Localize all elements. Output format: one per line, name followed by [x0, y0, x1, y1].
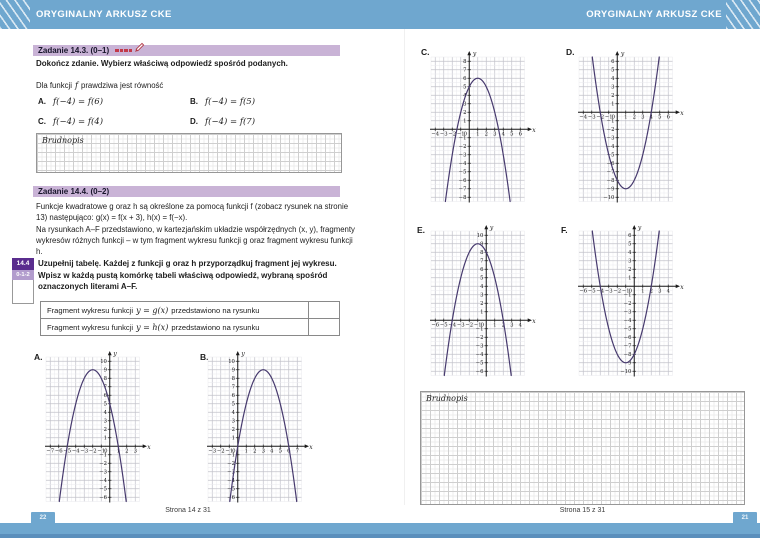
option-d-formula: f(−4) = f(7) [205, 117, 256, 127]
svg-text:6: 6 [103, 393, 107, 400]
graph-e-label: E. [417, 225, 426, 235]
svg-text:1: 1 [493, 322, 497, 329]
svg-text:−2: −2 [448, 131, 457, 138]
svg-text:−4: −4 [458, 161, 467, 168]
svg-text:−3: −3 [227, 469, 235, 476]
stem-post: prawdziwa jest równość [81, 81, 164, 90]
svg-text:5: 5 [103, 401, 107, 408]
graph-a-label: A. [34, 352, 43, 362]
graph-c-label: C. [421, 47, 430, 57]
task-marker-points: 0-1-2 [12, 270, 34, 280]
svg-text:−1: −1 [604, 114, 613, 121]
svg-text:−6: −6 [458, 178, 467, 185]
answer-cell-g[interactable] [308, 301, 340, 319]
svg-text:−3: −3 [456, 322, 465, 329]
task-marker [12, 258, 34, 304]
task-marker-code: 14.4 [12, 258, 34, 270]
page-tab-left: 22 [31, 512, 55, 524]
svg-text:−8: −8 [458, 195, 467, 202]
svg-text:3: 3 [261, 448, 265, 455]
svg-text:6: 6 [463, 76, 467, 83]
svg-text:−5: −5 [475, 360, 484, 367]
svg-text:−2: −2 [465, 322, 474, 329]
svg-text:3: 3 [463, 101, 467, 108]
svg-text:1: 1 [103, 435, 107, 442]
brudnopis-label-left: Brudnopis [42, 136, 84, 145]
svg-text:−7: −7 [46, 448, 55, 455]
row-h-post: przedstawiono na rysunku [171, 323, 260, 332]
svg-text:3: 3 [103, 418, 107, 425]
svg-text:3: 3 [611, 84, 615, 91]
svg-text:4: 4 [611, 76, 615, 83]
svg-text:−6: −6 [579, 288, 588, 295]
svg-text:−1: −1 [621, 288, 630, 295]
svg-text:−1: −1 [99, 452, 107, 459]
svg-text:−2: −2 [606, 127, 615, 134]
option-a-letter: A. [38, 97, 46, 106]
header-title-left: ORYGINALNY ARKUSZ CKE [36, 9, 172, 20]
task-14-4-header [33, 186, 340, 197]
task-14-3-stem [36, 80, 163, 90]
row-g-post: przedstawiono na rysunku [171, 306, 260, 315]
svg-text:7: 7 [295, 448, 299, 455]
stripes-decoration-right [726, 0, 760, 29]
svg-text:4: 4 [666, 288, 670, 295]
option-b [190, 97, 255, 107]
svg-text:−4: −4 [623, 318, 632, 325]
svg-text:4: 4 [231, 410, 235, 417]
svg-text:−6: −6 [227, 495, 235, 502]
svg-text:3: 3 [628, 258, 632, 265]
bottom-bar-accent [0, 534, 760, 538]
svg-text:3: 3 [641, 114, 645, 121]
svg-text:4: 4 [518, 322, 522, 329]
svg-text:−5: −5 [623, 326, 632, 333]
svg-text:2: 2 [125, 448, 129, 455]
svg-text:1: 1 [628, 275, 632, 282]
svg-text:8: 8 [103, 376, 107, 383]
svg-text:−1: −1 [456, 131, 465, 138]
option-a-formula: f(−4) = f(6) [53, 97, 104, 107]
svg-text:−2: −2 [596, 114, 605, 121]
svg-text:6: 6 [611, 59, 615, 66]
task-14-4-paragraph-2: Na rysunkach A–F przedstawiono, w kartezjańskim układzie współrzędnych (x, y), fragmenty wykresów różnych funkcji – w tym fragment wykresu funkcji g oraz fragment wykresu funkcji h. [36, 225, 355, 257]
svg-text:−10: −10 [603, 195, 615, 202]
svg-text:2: 2 [628, 267, 632, 274]
svg-text:−2: −2 [88, 448, 97, 455]
svg-text:−2: −2 [227, 461, 235, 468]
svg-text:2: 2 [463, 110, 467, 117]
svg-text:9: 9 [103, 367, 107, 374]
svg-text:−1: −1 [227, 452, 235, 459]
svg-text:−5: −5 [587, 288, 596, 295]
graph-e-plot [429, 224, 537, 386]
svg-text:−1: −1 [97, 448, 106, 455]
svg-text:6: 6 [480, 267, 484, 274]
graph-b-label: B. [200, 352, 209, 362]
svg-text:2: 2 [484, 131, 488, 138]
svg-text:1: 1 [116, 448, 120, 455]
row-h-pre: Fragment wykresu funkcji [47, 323, 134, 332]
svg-text:−3: −3 [604, 288, 613, 295]
page-number-left: Strona 14 z 31 [165, 507, 211, 514]
svg-text:0: 0 [480, 322, 485, 329]
svg-text:5: 5 [611, 67, 615, 74]
svg-text:−4: −4 [596, 288, 605, 295]
svg-text:−3: −3 [458, 152, 467, 159]
svg-text:−9: −9 [623, 360, 632, 367]
brudnopis-box-left [36, 133, 342, 173]
svg-text:4: 4 [463, 93, 467, 100]
svg-text:3: 3 [510, 322, 514, 329]
svg-text:−8: −8 [623, 352, 632, 359]
svg-text:−6: −6 [99, 495, 107, 502]
svg-text:−3: −3 [208, 448, 217, 455]
function-f-symbol: f [74, 80, 78, 90]
svg-text:−9: −9 [606, 186, 615, 193]
svg-text:1: 1 [476, 131, 480, 138]
svg-text:x: x [532, 127, 536, 135]
svg-text:−5: −5 [458, 169, 467, 176]
option-b-formula: f(−4) = f(5) [205, 97, 256, 107]
svg-text:3: 3 [133, 448, 137, 455]
task-14-3-instruction: Dokończ zdanie. Wybierz właściwą odpowiedź spośród podanych. [36, 59, 288, 68]
svg-text:−2: −2 [458, 144, 467, 151]
svg-text:−3: −3 [99, 469, 107, 476]
page-tab-right: 21 [733, 512, 757, 524]
svg-text:5: 5 [658, 114, 662, 121]
svg-text:−7: −7 [606, 169, 615, 176]
graph-f-plot [577, 224, 685, 386]
svg-text:3: 3 [480, 292, 484, 299]
graph-d-plot [577, 50, 685, 212]
svg-text:5: 5 [628, 241, 632, 248]
svg-text:6: 6 [231, 393, 235, 400]
svg-text:5: 5 [231, 401, 235, 408]
svg-text:−6: −6 [606, 161, 615, 168]
svg-text:−1: −1 [473, 322, 482, 329]
difficulty-squares [115, 49, 132, 53]
svg-text:−1: −1 [458, 135, 467, 142]
svg-text:6: 6 [518, 131, 522, 138]
option-c-formula: f(−4) = f(4) [53, 117, 104, 127]
svg-text:−4: −4 [448, 322, 457, 329]
svg-text:−3: −3 [80, 448, 89, 455]
svg-text:9: 9 [231, 367, 235, 374]
svg-text:3: 3 [231, 418, 235, 425]
svg-text:y: y [489, 224, 494, 232]
svg-text:−6: −6 [54, 448, 63, 455]
page-divider [404, 29, 405, 505]
graph-c-plot [429, 50, 537, 212]
graph-a-plot [44, 350, 152, 512]
svg-text:−6: −6 [623, 335, 632, 342]
svg-text:x: x [309, 444, 313, 452]
svg-text:−4: −4 [475, 352, 484, 359]
row-g-pre: Fragment wykresu funkcji [47, 306, 134, 315]
svg-text:8: 8 [463, 59, 467, 66]
svg-text:2: 2 [632, 114, 636, 121]
svg-text:−2: −2 [99, 461, 107, 468]
task-14-3-header [33, 45, 340, 56]
svg-text:1: 1 [244, 448, 248, 455]
svg-text:2: 2 [649, 288, 653, 295]
row-h-math: y = h(x) [136, 323, 169, 332]
svg-text:7: 7 [480, 258, 484, 265]
option-d-letter: D. [190, 117, 198, 126]
svg-text:4: 4 [480, 284, 484, 291]
svg-text:−3: −3 [587, 114, 596, 121]
svg-text:5: 5 [463, 84, 467, 91]
svg-text:−7: −7 [458, 186, 467, 193]
row-g-math: y = g(x) [136, 306, 169, 315]
svg-text:10: 10 [476, 233, 484, 240]
svg-text:2: 2 [611, 93, 615, 100]
svg-text:1: 1 [480, 309, 484, 316]
svg-text:6: 6 [287, 448, 291, 455]
svg-text:5: 5 [510, 131, 514, 138]
svg-text:y: y [241, 350, 245, 358]
svg-text:2: 2 [103, 427, 107, 434]
svg-text:−2: −2 [216, 448, 225, 455]
page-number-right: Strona 15 z 31 [559, 507, 606, 514]
svg-text:0: 0 [104, 448, 108, 455]
task-14-3-title: Zadanie 14.3. (0–1) [38, 46, 110, 55]
svg-text:10: 10 [100, 359, 107, 366]
svg-text:4: 4 [103, 410, 107, 417]
svg-text:8: 8 [480, 250, 484, 257]
svg-text:5: 5 [480, 275, 484, 282]
table-row-h-text [40, 318, 309, 336]
table-row-g-text [40, 301, 309, 319]
svg-text:−3: −3 [606, 135, 615, 142]
svg-text:3: 3 [658, 288, 662, 295]
svg-text:8: 8 [231, 376, 235, 383]
svg-text:1: 1 [463, 118, 467, 125]
svg-text:−5: −5 [63, 448, 72, 455]
option-a [38, 97, 103, 107]
option-d [190, 117, 255, 127]
svg-text:−5: −5 [439, 322, 448, 329]
svg-text:x: x [147, 444, 151, 452]
svg-text:−7: −7 [623, 343, 632, 350]
svg-text:y: y [472, 50, 477, 58]
svg-text:−5: −5 [606, 152, 615, 159]
task-14-4-title: Zadanie 14.4. (0–2) [38, 187, 110, 196]
svg-text:7: 7 [231, 384, 235, 391]
svg-text:−5: −5 [99, 486, 107, 493]
svg-text:−4: −4 [431, 131, 440, 138]
svg-text:−4: −4 [99, 478, 107, 485]
graph-d-label: D. [566, 47, 575, 57]
svg-text:4: 4 [649, 114, 653, 121]
svg-text:−4: −4 [227, 478, 235, 485]
graph-b-plot [206, 350, 314, 512]
svg-text:−10: −10 [620, 369, 632, 376]
table-row-g [40, 301, 340, 319]
svg-text:−2: −2 [475, 335, 484, 342]
svg-text:3: 3 [493, 131, 497, 138]
svg-text:1: 1 [611, 101, 615, 108]
svg-text:−3: −3 [623, 309, 632, 316]
svg-text:−4: −4 [606, 144, 615, 151]
svg-text:4: 4 [501, 131, 505, 138]
pencil-icon [133, 40, 146, 53]
svg-text:0: 0 [628, 288, 633, 295]
svg-text:0: 0 [463, 131, 468, 138]
svg-text:−3: −3 [475, 343, 484, 350]
stem-pre: Dla funkcji [36, 81, 72, 90]
svg-text:6: 6 [666, 114, 670, 121]
svg-text:4: 4 [628, 250, 632, 257]
svg-text:0: 0 [232, 448, 236, 455]
svg-text:x: x [532, 318, 536, 326]
svg-text:0: 0 [611, 114, 616, 121]
svg-text:7: 7 [463, 67, 467, 74]
svg-text:−1: −1 [623, 292, 632, 299]
svg-text:2: 2 [253, 448, 257, 455]
stripes-decoration-left [0, 0, 30, 29]
brudnopis-box-right [420, 391, 745, 505]
svg-text:−3: −3 [439, 131, 448, 138]
svg-text:2: 2 [501, 322, 505, 329]
answer-table [40, 301, 340, 336]
svg-text:2: 2 [480, 301, 484, 308]
svg-text:1: 1 [624, 114, 628, 121]
svg-text:1: 1 [641, 288, 645, 295]
svg-text:7: 7 [103, 384, 107, 391]
svg-text:2: 2 [231, 427, 235, 434]
svg-text:−6: −6 [431, 322, 440, 329]
svg-text:−1: −1 [225, 448, 234, 455]
svg-text:6: 6 [628, 233, 632, 240]
graph-f-label: F. [561, 225, 568, 235]
svg-text:1: 1 [231, 435, 235, 442]
svg-text:−2: −2 [623, 301, 632, 308]
svg-text:−1: −1 [475, 326, 484, 333]
svg-text:−4: −4 [71, 448, 80, 455]
option-c [38, 117, 103, 127]
svg-text:y: y [113, 350, 117, 358]
option-b-letter: B. [190, 97, 198, 106]
svg-text:−5: −5 [227, 486, 235, 493]
svg-text:9: 9 [480, 241, 484, 248]
task-14-4-fill-instruction: Uzupełnij tabelę. Każdej z funkcji g oraz h przyporządkuj fragment jej wykresu. Wpisz w każdą pustą komórkę tabeli właściwą odpowiedź, wybraną spośród oznaczonych literami A–F. [38, 259, 337, 291]
brudnopis-label-right: Brudnopis [426, 394, 468, 403]
svg-text:−2: −2 [613, 288, 622, 295]
svg-text:y: y [637, 224, 642, 232]
score-box [12, 280, 34, 304]
svg-text:10: 10 [228, 359, 235, 366]
answer-cell-h[interactable] [308, 318, 340, 336]
svg-text:−4: −4 [579, 114, 588, 121]
task-14-4-paragraph-1: Funkcje kwadratowe g oraz h są określone za pomocą funkcji f (zobacz rysunek na stronie 13) następująco: g(x) = f(x + 3), h(x) = f(−x). [36, 202, 349, 223]
option-c-letter: C. [38, 117, 46, 126]
svg-text:−1: −1 [606, 118, 615, 125]
svg-text:−6: −6 [475, 369, 484, 376]
table-row-h [40, 318, 340, 336]
top-header-bar [0, 0, 760, 29]
header-title-right: ORYGINALNY ARKUSZ CKE [586, 9, 722, 20]
svg-text:y: y [620, 50, 625, 58]
svg-text:−8: −8 [606, 178, 615, 185]
svg-text:x: x [680, 284, 684, 292]
svg-text:x: x [680, 110, 684, 118]
svg-text:5: 5 [278, 448, 282, 455]
svg-text:4: 4 [270, 448, 274, 455]
